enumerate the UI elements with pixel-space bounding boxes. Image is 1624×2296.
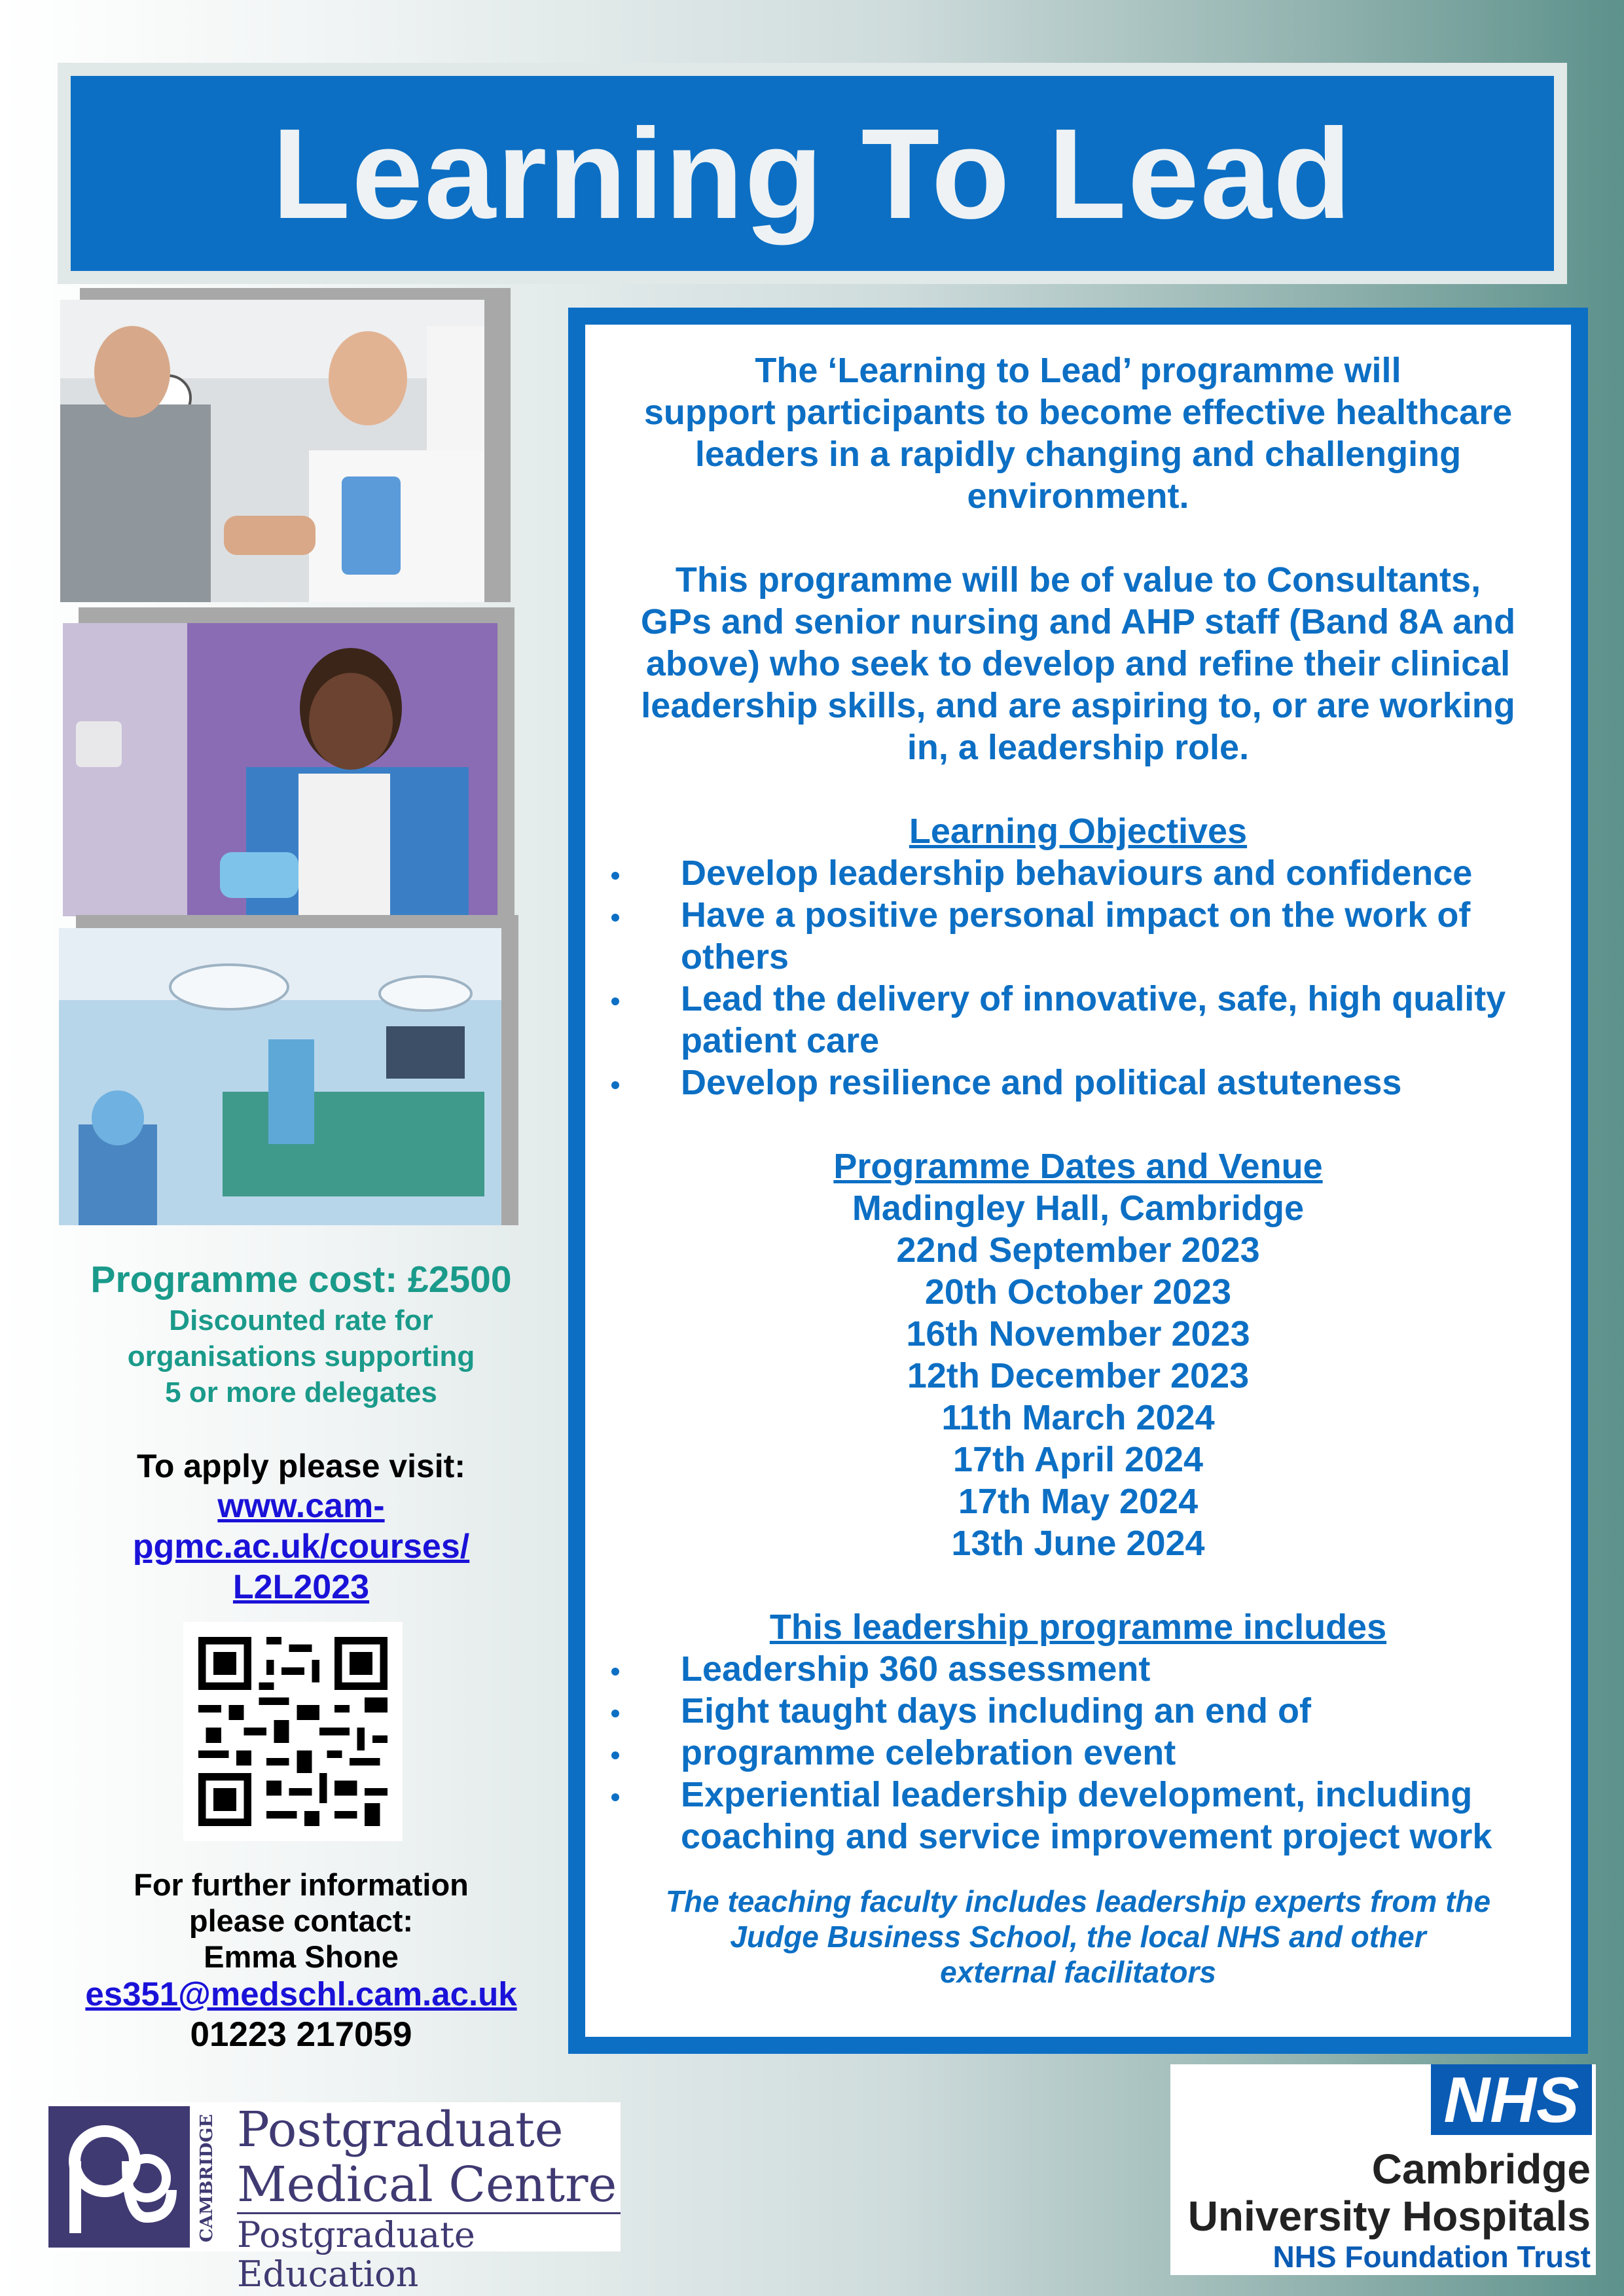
discount-line: Discounted rate for xyxy=(169,1304,433,1336)
nhs-trust-name xyxy=(1188,2145,1591,2240)
contact-label: please contact: xyxy=(189,1903,414,1938)
date-item: 16th November 2023 xyxy=(906,1314,1250,1354)
pgmc-side-label xyxy=(192,2109,219,2245)
apply-link-line: pgmc.ac.uk/courses/ xyxy=(132,1528,470,1566)
contact-name: Emma Shone xyxy=(204,1939,399,1974)
includes-item: Experiential leadership development, including coaching and service improvement project work xyxy=(605,1774,1551,1857)
faculty-line: Judge Business School, the local NHS and other xyxy=(730,1920,1426,1954)
pgmc-wordmark xyxy=(237,2102,621,2294)
photo-nurse xyxy=(63,607,514,916)
faculty-line: external facilitators xyxy=(940,1955,1216,1989)
intro-line: environment. xyxy=(967,476,1189,516)
pgmc-line: Postgraduate xyxy=(237,2102,564,2158)
intro-paragraph xyxy=(605,350,1551,517)
venue: Madingley Hall, Cambridge xyxy=(852,1189,1305,1228)
includes-list xyxy=(605,1648,1551,1857)
includes-heading: This leadership programme includes xyxy=(769,1607,1387,1647)
objective-item: Lead the delivery of innovative, safe, high quality patient care xyxy=(605,978,1551,1062)
intro-line: leaders in a rapidly changing and challenging xyxy=(695,435,1462,474)
date-item: 17th May 2024 xyxy=(958,1482,1199,1521)
includes-item: Eight taught days including an end of xyxy=(605,1690,1551,1732)
pgmc-side-text: CAMBRIDGE xyxy=(197,2118,217,2242)
programme-info-box xyxy=(568,308,1588,2054)
photo-operating-theatre xyxy=(59,915,518,1225)
nhs-badge: NHS xyxy=(1431,2064,1592,2135)
page-title: Learning To Lead xyxy=(272,101,1353,245)
apply-link-line: www.cam- xyxy=(217,1487,385,1525)
apply-link[interactable] xyxy=(26,1486,576,1607)
audience-paragraph xyxy=(605,559,1551,768)
faculty-note xyxy=(605,1884,1551,1990)
intro-line: The ‘Learning to Lead’ programme will xyxy=(755,351,1401,390)
nhs-name-line: Cambridge xyxy=(1371,2145,1591,2193)
audience-line: above) who seek to develop and refine their clinical xyxy=(645,644,1511,683)
programme-cost xyxy=(26,1257,576,1410)
pg-monogram-icon xyxy=(48,2106,190,2248)
apply-label: To apply please visit: xyxy=(136,1448,465,1484)
audience-line: GPs and senior nursing and AHP staff (Band 8A and xyxy=(640,602,1516,641)
contact-email-link[interactable]: es351@medschl.cam.ac.uk xyxy=(85,1975,517,2013)
includes-item: programme celebration event xyxy=(605,1732,1551,1774)
discount-line: organisations supporting xyxy=(127,1340,475,1372)
objectives-list xyxy=(605,852,1551,1103)
date-item: 11th March 2024 xyxy=(941,1398,1215,1437)
objective-item: Have a positive personal impact on the work of others xyxy=(605,894,1551,978)
nhs-name-line: University Hospitals xyxy=(1187,2193,1591,2240)
apply-section xyxy=(26,1446,576,1607)
dates-heading: Programme Dates and Venue xyxy=(833,1147,1323,1186)
contact-phone: 01223 217059 xyxy=(190,2015,412,2054)
apply-link-line: L2L2023 xyxy=(232,1568,370,1606)
discount-line: 5 or more delegates xyxy=(165,1376,437,1408)
nhs-foundation-trust: NHS Foundation Trust xyxy=(1272,2240,1591,2274)
title-banner xyxy=(58,63,1567,284)
objective-item: Develop resilience and political astuteness xyxy=(605,1062,1551,1103)
audience-line: leadership skills, and are aspiring to, or are working xyxy=(641,686,1515,725)
date-item: 12th December 2023 xyxy=(907,1356,1250,1395)
date-item: 22nd September 2023 xyxy=(896,1230,1260,1270)
dates-section xyxy=(605,1145,1551,1564)
photo-doctor-handshake xyxy=(60,288,511,602)
nhs-logo xyxy=(1170,2064,1596,2275)
programme-info-content xyxy=(585,325,1571,2037)
date-item: 13th June 2024 xyxy=(951,1524,1205,1563)
audience-line: in, a leadership role. xyxy=(907,728,1250,767)
intro-line: support participants to become effective healthcare xyxy=(643,393,1513,432)
audience-line: This programme will be of value to Consultants, xyxy=(675,560,1481,600)
objective-item: Develop leadership behaviours and confidence xyxy=(605,852,1551,894)
title-banner-inner xyxy=(71,76,1554,271)
contact-label: For further information xyxy=(134,1867,469,1902)
objectives-heading: Learning Objectives xyxy=(909,812,1248,851)
date-item: 17th April 2024 xyxy=(952,1440,1204,1479)
faculty-line: The teaching faculty includes leadership experts from the xyxy=(665,1884,1491,1918)
includes-item: Leadership 360 assessment xyxy=(605,1648,1551,1690)
pgmc-line: Postgraduate Education xyxy=(237,2212,621,2294)
date-item: 20th October 2023 xyxy=(924,1272,1232,1312)
pgmc-logo xyxy=(46,2102,621,2295)
contact-section xyxy=(26,1867,576,2056)
cost-headline: Programme cost: £2500 xyxy=(90,1259,512,1300)
qr-code-icon[interactable] xyxy=(183,1622,403,1841)
pgmc-line: Medical Centre xyxy=(237,2157,617,2213)
